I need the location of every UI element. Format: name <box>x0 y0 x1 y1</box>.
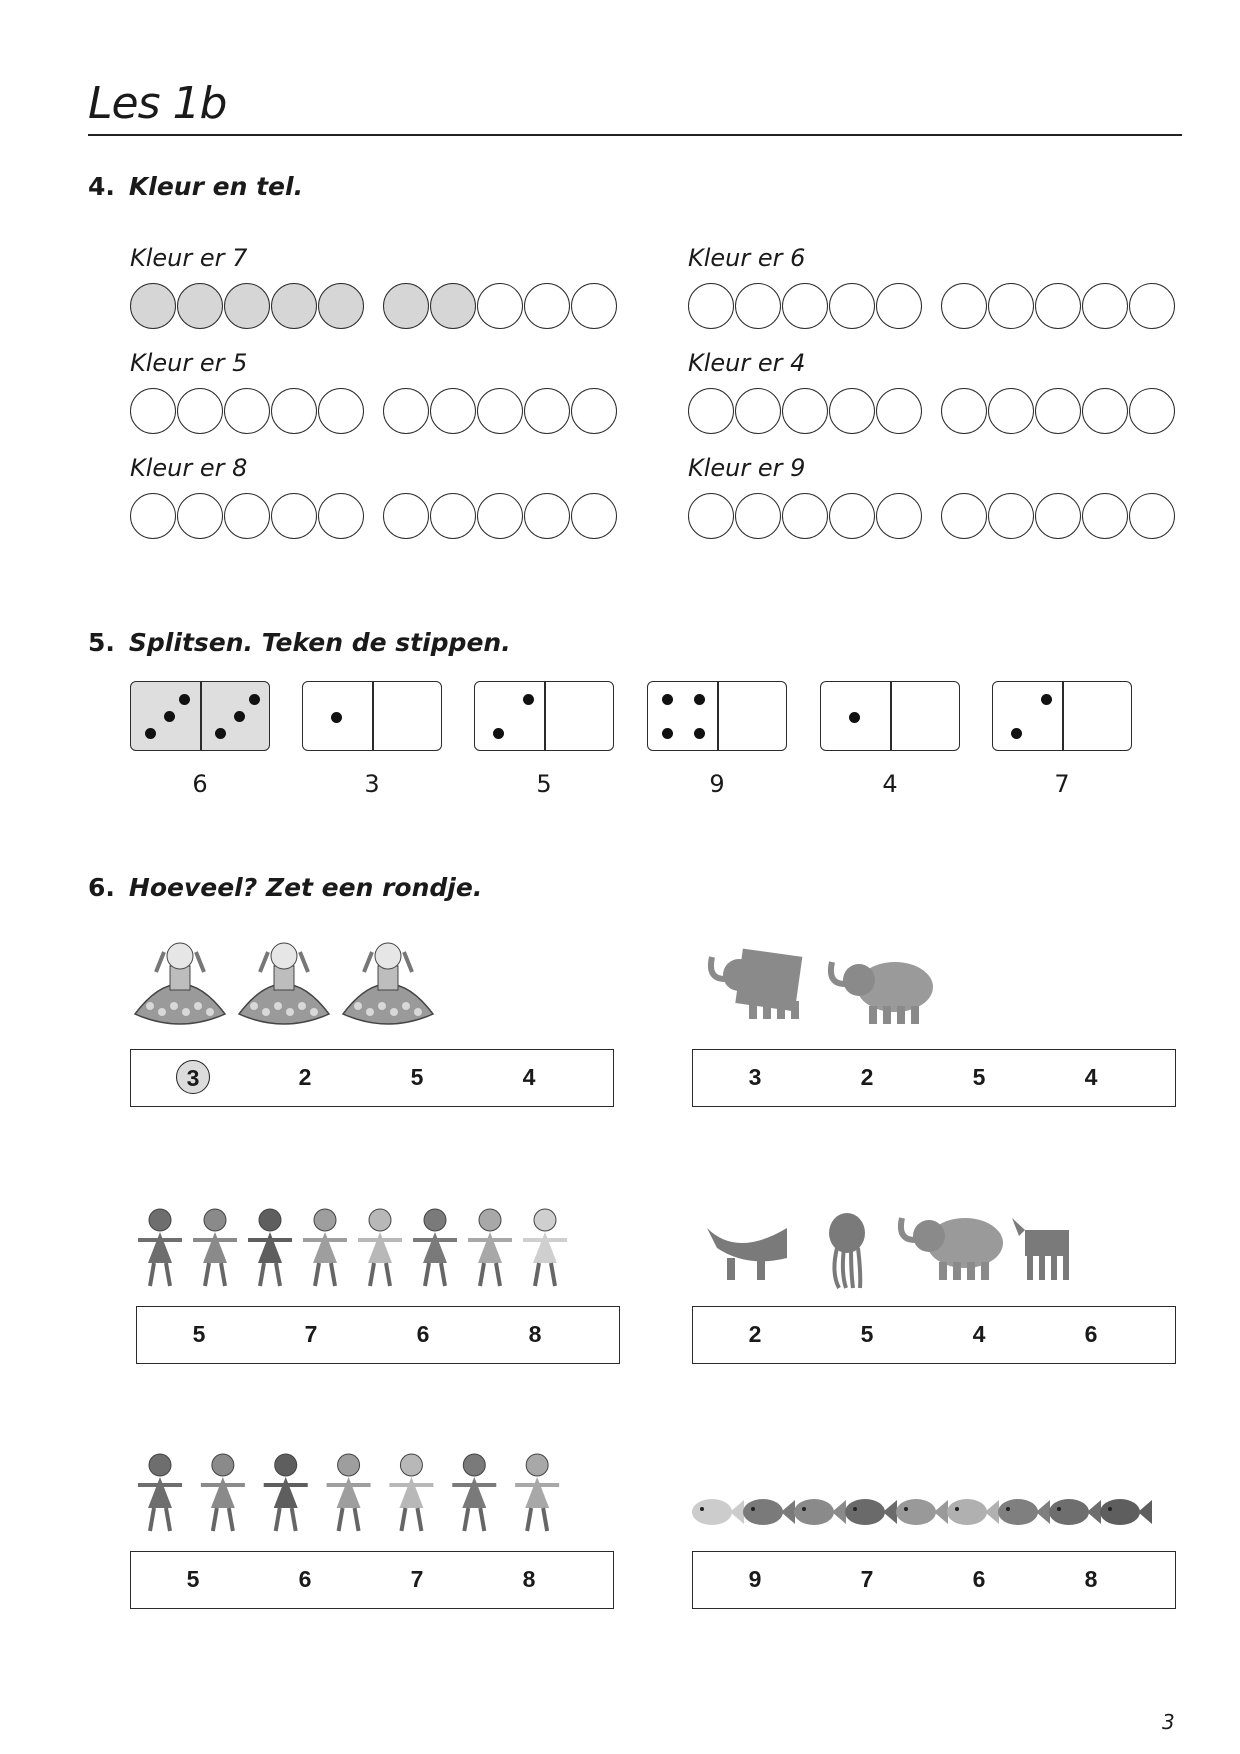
color-circle[interactable] <box>735 388 781 434</box>
color-circle[interactable] <box>177 388 223 434</box>
answer-box <box>130 1551 614 1609</box>
color-circle[interactable] <box>1035 493 1081 539</box>
answer-box <box>692 1306 1176 1364</box>
color-circle[interactable] <box>318 493 364 539</box>
color-circle[interactable] <box>688 388 734 434</box>
color-circle[interactable] <box>224 283 270 329</box>
color-circle[interactable] <box>1129 283 1175 329</box>
color-circle[interactable] <box>430 283 476 329</box>
answer-option[interactable]: 5 <box>186 1566 200 1592</box>
answer-option[interactable]: 5 <box>972 1064 986 1090</box>
color-circle[interactable] <box>130 493 176 539</box>
exercise-6-text: Hoeveel? Zet een rondje. <box>128 873 483 902</box>
answer-box <box>692 1049 1176 1107</box>
answer-option[interactable]: 8 <box>522 1566 536 1592</box>
domino-dot <box>493 728 504 739</box>
color-circle[interactable] <box>876 388 922 434</box>
color-task-label: Kleur er 5 <box>130 349 248 377</box>
color-task-label: Kleur er 9 <box>688 454 806 482</box>
answer-box <box>130 1049 614 1107</box>
domino-dot <box>849 712 860 723</box>
color-circle[interactable] <box>318 283 364 329</box>
color-circle[interactable] <box>829 283 875 329</box>
color-circle[interactable] <box>224 493 270 539</box>
domino-total: 3 <box>364 770 380 798</box>
domino-dot <box>694 728 705 739</box>
color-circle[interactable] <box>941 283 987 329</box>
color-circle[interactable] <box>271 493 317 539</box>
domino[interactable] <box>302 681 442 751</box>
color-circle[interactable] <box>383 493 429 539</box>
color-circle[interactable] <box>735 493 781 539</box>
domino[interactable] <box>647 681 787 751</box>
answer-option[interactable]: 9 <box>748 1566 762 1592</box>
color-circle[interactable] <box>782 493 828 539</box>
domino-dot <box>234 711 245 722</box>
domino-dot <box>215 728 226 739</box>
animals-picture <box>692 1198 1176 1298</box>
color-circle[interactable] <box>988 388 1034 434</box>
domino-dot <box>179 694 190 705</box>
domino-divider <box>1062 682 1064 750</box>
answer-option[interactable]: 5 <box>192 1321 206 1347</box>
color-task-label: Kleur er 6 <box>688 244 806 272</box>
page-number: 3 <box>1162 1710 1175 1734</box>
domino-total: 7 <box>1054 770 1070 798</box>
answer-option[interactable]: 8 <box>528 1321 542 1347</box>
color-circle[interactable] <box>271 388 317 434</box>
domino[interactable] <box>474 681 614 751</box>
domino[interactable] <box>130 681 270 751</box>
answer-option[interactable]: 2 <box>860 1064 874 1090</box>
color-task-label: Kleur er 8 <box>130 454 248 482</box>
color-circle[interactable] <box>318 388 364 434</box>
color-circle[interactable] <box>524 283 570 329</box>
color-circle[interactable] <box>1035 283 1081 329</box>
color-circle[interactable] <box>571 493 617 539</box>
answer-option[interactable]: 4 <box>522 1064 536 1090</box>
color-circle[interactable] <box>1082 283 1128 329</box>
domino[interactable] <box>992 681 1132 751</box>
domino-total: 5 <box>536 770 552 798</box>
color-circle[interactable] <box>829 493 875 539</box>
answer-option[interactable]: 4 <box>1084 1064 1098 1090</box>
answer-option[interactable]: 6 <box>972 1566 986 1592</box>
color-circle[interactable] <box>430 493 476 539</box>
answer-option[interactable]: 3 <box>176 1060 210 1094</box>
answer-option[interactable]: 7 <box>860 1566 874 1592</box>
color-circle[interactable] <box>524 388 570 434</box>
color-circle[interactable] <box>1082 493 1128 539</box>
domino-total: 6 <box>192 770 208 798</box>
color-circle[interactable] <box>988 283 1034 329</box>
color-circle[interactable] <box>782 283 828 329</box>
answer-option[interactable]: 7 <box>410 1566 424 1592</box>
elephants-picture <box>692 932 1176 1037</box>
color-circle[interactable] <box>782 388 828 434</box>
color-circle[interactable] <box>477 388 523 434</box>
domino-total: 9 <box>709 770 725 798</box>
answer-option[interactable]: 7 <box>304 1321 318 1347</box>
color-circle[interactable] <box>829 388 875 434</box>
color-circle[interactable] <box>1082 388 1128 434</box>
answer-option[interactable]: 5 <box>410 1064 424 1090</box>
exercise-4-title <box>88 172 303 201</box>
domino-dot <box>1041 694 1052 705</box>
color-task-label: Kleur er 4 <box>688 349 806 377</box>
answer-option[interactable]: 3 <box>748 1064 762 1090</box>
domino-dot <box>331 712 342 723</box>
exercise-4-number: 4. <box>88 172 115 201</box>
color-circle[interactable] <box>688 493 734 539</box>
color-circle[interactable] <box>383 283 429 329</box>
color-circle[interactable] <box>477 283 523 329</box>
color-circle[interactable] <box>177 493 223 539</box>
answer-option[interactable]: 8 <box>1084 1566 1098 1592</box>
domino-dot <box>694 694 705 705</box>
color-circle[interactable] <box>130 388 176 434</box>
color-circle[interactable] <box>477 493 523 539</box>
color-circle[interactable] <box>1129 493 1175 539</box>
color-circle[interactable] <box>177 283 223 329</box>
color-circle[interactable] <box>1035 388 1081 434</box>
color-circle[interactable] <box>941 493 987 539</box>
color-circle[interactable] <box>224 388 270 434</box>
domino-divider <box>372 682 374 750</box>
domino-dot <box>662 728 673 739</box>
children-row-picture <box>130 1443 614 1543</box>
color-circle[interactable] <box>430 388 476 434</box>
answer-option[interactable]: 2 <box>298 1064 312 1090</box>
exercise-5-title <box>88 628 511 657</box>
color-circle[interactable] <box>1129 388 1175 434</box>
color-circle[interactable] <box>988 493 1034 539</box>
answer-box <box>692 1551 1176 1609</box>
fish-picture <box>692 1480 1176 1540</box>
domino-dot <box>1011 728 1022 739</box>
domino-divider <box>717 682 719 750</box>
answer-option[interactable]: 6 <box>298 1566 312 1592</box>
answer-option[interactable]: 6 <box>1084 1321 1098 1347</box>
page-title: Les 1b <box>88 78 227 129</box>
domino-total: 4 <box>882 770 898 798</box>
exercise-6-title <box>88 873 482 902</box>
domino-divider <box>544 682 546 750</box>
color-circle[interactable] <box>735 283 781 329</box>
answer-option[interactable]: 4 <box>972 1321 986 1347</box>
exercise-5-number: 5. <box>88 628 115 657</box>
domino-dot <box>249 694 260 705</box>
domino-divider <box>200 682 202 750</box>
domino[interactable] <box>820 681 960 751</box>
color-circle[interactable] <box>524 493 570 539</box>
exercise-4-text: Kleur en tel. <box>128 172 304 201</box>
color-task-label: Kleur er 7 <box>130 244 248 272</box>
answer-box <box>136 1306 620 1364</box>
color-circle[interactable] <box>688 283 734 329</box>
color-circle[interactable] <box>941 388 987 434</box>
color-circle[interactable] <box>876 493 922 539</box>
domino-dot <box>164 711 175 722</box>
domino-dot <box>145 728 156 739</box>
exercise-5-text: Splitsen. Teken de stippen. <box>128 628 511 657</box>
title-rule <box>88 134 1182 136</box>
color-circle[interactable] <box>383 388 429 434</box>
color-circle[interactable] <box>571 283 617 329</box>
color-circle[interactable] <box>571 388 617 434</box>
exercise-6-number: 6. <box>88 873 115 902</box>
color-circle[interactable] <box>130 283 176 329</box>
answer-option[interactable]: 6 <box>416 1321 430 1347</box>
color-circle[interactable] <box>271 283 317 329</box>
domino-divider <box>890 682 892 750</box>
answer-option[interactable]: 2 <box>748 1321 762 1347</box>
children-row-picture <box>130 1198 614 1298</box>
dolls-picture <box>130 932 614 1037</box>
domino-dot <box>662 694 673 705</box>
answer-option[interactable]: 5 <box>860 1321 874 1347</box>
domino-dot <box>523 694 534 705</box>
color-circle[interactable] <box>876 283 922 329</box>
